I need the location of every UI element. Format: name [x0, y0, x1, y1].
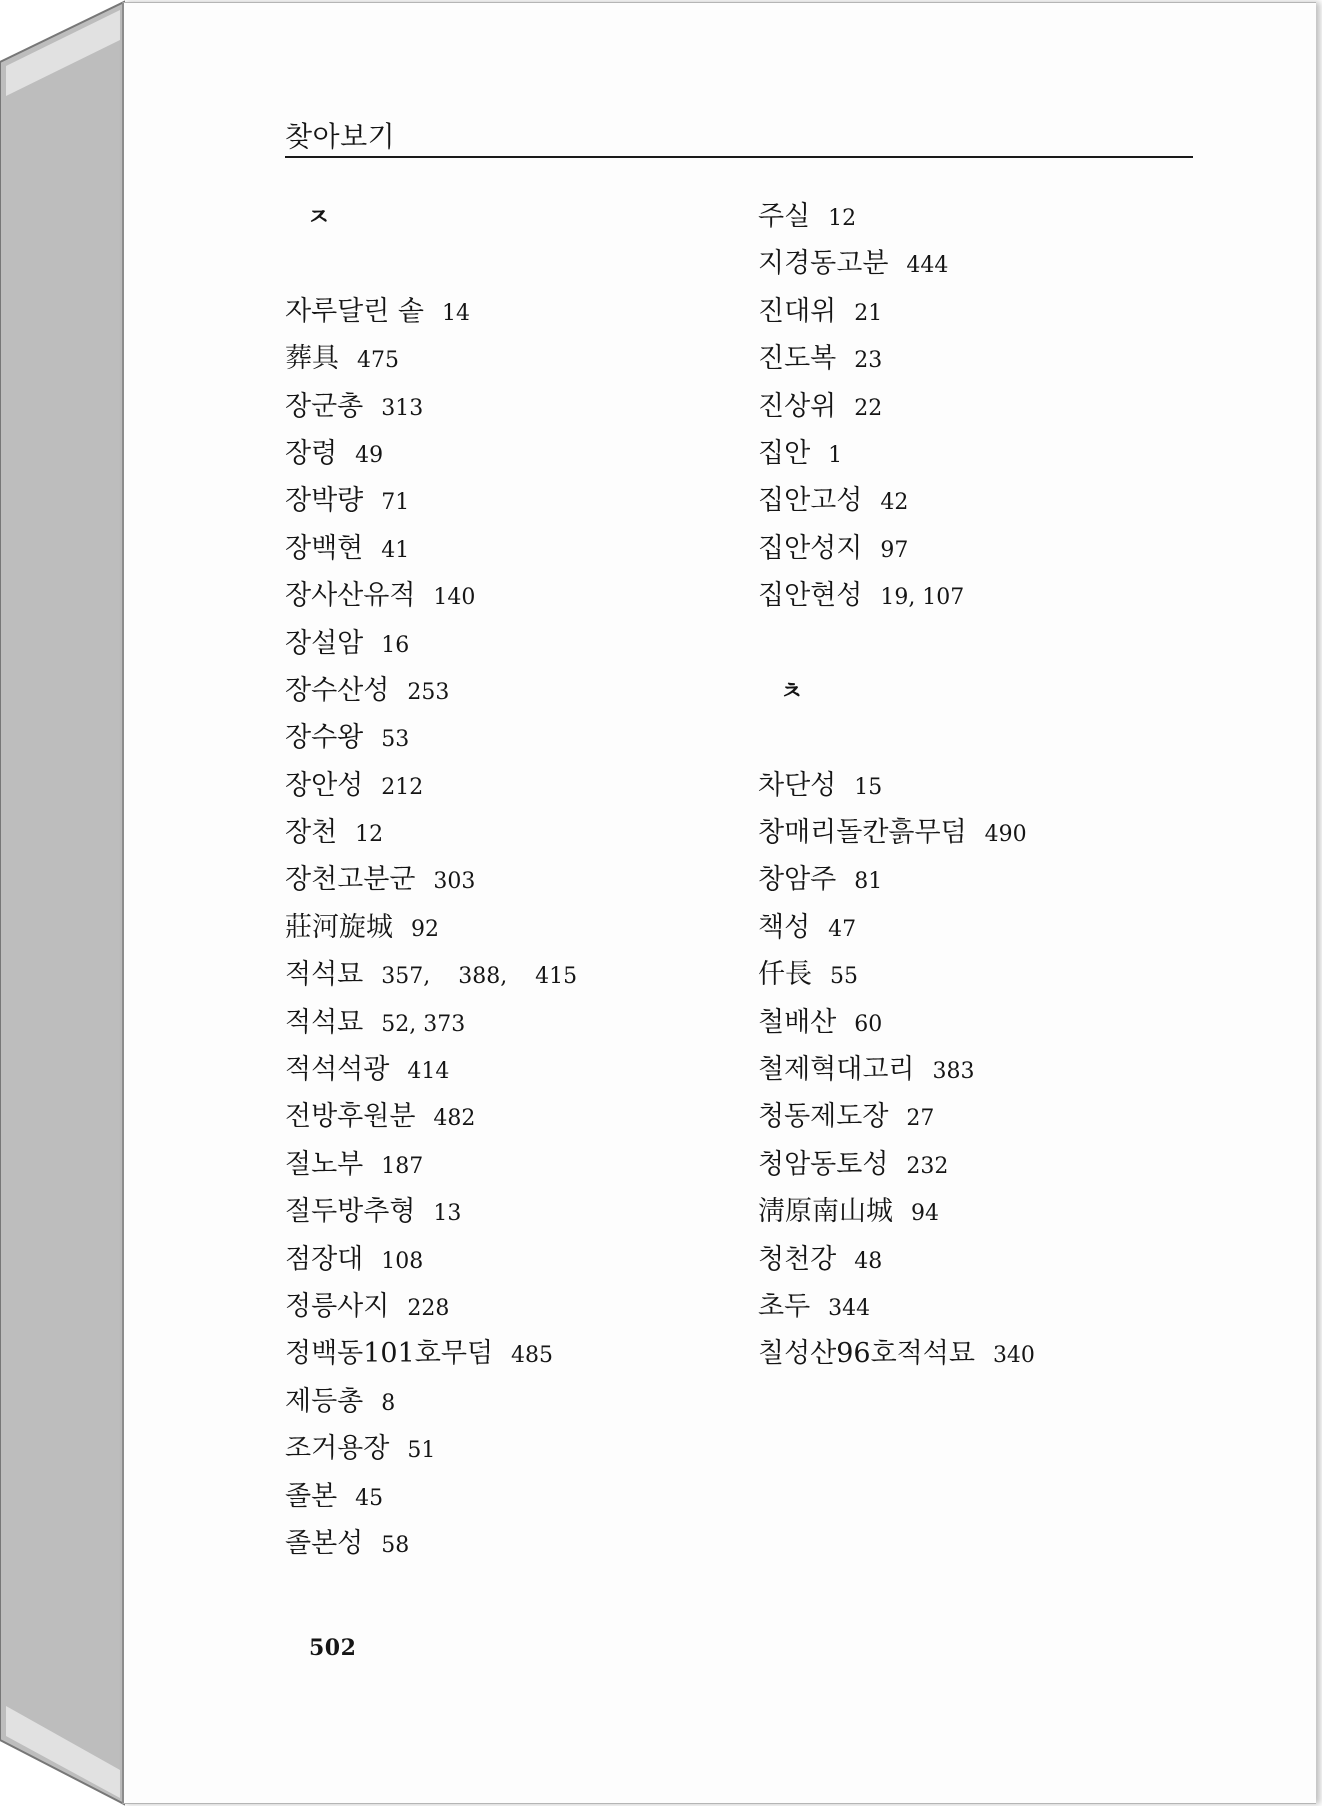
index-pages: 52, 373 [381, 1011, 466, 1037]
index-entry [285, 1425, 725, 1472]
index-entry [285, 383, 725, 430]
index-entry [285, 809, 725, 856]
index-pages: 8 [381, 1390, 396, 1416]
index-pages: 53 [381, 727, 410, 753]
index-pages: 55 [830, 964, 858, 990]
index-pages: 16 [381, 632, 410, 658]
index-term: 졸본성 [285, 1527, 364, 1559]
index-term: 莊河旋城 [285, 911, 393, 943]
index-term: 창암주 [758, 864, 837, 896]
index-entry [285, 951, 725, 998]
index-pages: 12 [828, 206, 857, 231]
index-entry [758, 477, 1198, 524]
index-pages: 14 [442, 300, 470, 326]
section-spacer [758, 714, 1198, 761]
index-pages: 41 [381, 537, 410, 563]
index-term: 장령 [285, 437, 338, 469]
index-term: 지경동고분 [758, 248, 889, 280]
index-column-left [285, 193, 725, 1567]
index-pages: 13 [433, 1201, 462, 1227]
index-entry [758, 1141, 1198, 1188]
index-term: 집안고성 [758, 485, 863, 517]
index-entry [285, 904, 725, 951]
index-entry [285, 856, 725, 903]
index-pages: 12 [355, 822, 384, 848]
index-entry [285, 1378, 725, 1425]
index-pages: 71 [381, 490, 410, 516]
index-pages: 58 [381, 1532, 410, 1558]
page-number: 502 [309, 1635, 357, 1661]
index-entry [285, 572, 725, 619]
index-term: 진상위 [758, 390, 837, 422]
index-entry [285, 714, 725, 761]
index-term: 전방후원분 [285, 1101, 416, 1133]
index-term: 진도복 [758, 343, 837, 375]
index-entry [285, 620, 725, 667]
index-term: 적석석광 [285, 1054, 390, 1086]
index-term: 장박량 [285, 485, 364, 517]
index-pages: 21 [854, 300, 883, 326]
index-entry [285, 762, 725, 809]
index-pages: 47 [828, 916, 857, 942]
index-term: 장사산유적 [285, 580, 416, 612]
index-entry [285, 1141, 725, 1188]
index-entry [285, 335, 725, 382]
index-term: 철제혁대고리 [758, 1054, 915, 1086]
index-entry [285, 525, 725, 572]
index-entry [758, 240, 1198, 287]
index-pages: 22 [854, 395, 883, 421]
index-entry [758, 1093, 1198, 1140]
index-term: 청천강 [758, 1243, 837, 1275]
index-term: 장설암 [285, 627, 364, 659]
index-pages: 15 [854, 774, 883, 800]
index-term: 淸原南山城 [758, 1196, 893, 1228]
section-spacer [285, 240, 725, 287]
index-term: 절두방추형 [285, 1196, 416, 1228]
index-term: 장군총 [285, 390, 364, 422]
index-entry [758, 1046, 1198, 1093]
index-term: 책성 [758, 911, 811, 943]
index-pages: 140 [433, 585, 476, 611]
index-term: 장백현 [285, 532, 364, 564]
index-term: 정릉사지 [285, 1290, 390, 1322]
index-entry [758, 430, 1198, 477]
index-pages: 357, 388, 415 [381, 964, 578, 990]
index-column-right [758, 193, 1198, 1378]
index-term: 적석묘 [285, 1006, 364, 1038]
index-pages: 383 [932, 1059, 975, 1085]
index-pages: 92 [411, 916, 439, 942]
index-entry [758, 288, 1198, 335]
index-pages: 475 [357, 348, 399, 374]
index-term: 칠성산96호적석묘 [758, 1338, 975, 1370]
index-pages: 313 [381, 395, 424, 421]
index-pages: 253 [407, 679, 450, 705]
index-pages: 340 [992, 1343, 1035, 1369]
index-entry [758, 1283, 1198, 1330]
index-pages: 303 [433, 869, 476, 895]
index-entry [758, 525, 1198, 572]
index-entry [285, 1093, 725, 1140]
index-term: 葬具 [285, 343, 339, 375]
index-entry [758, 335, 1198, 382]
index-pages: 490 [984, 822, 1027, 848]
index-entry [285, 477, 725, 524]
index-entry [758, 809, 1198, 856]
index-pages: 187 [381, 1153, 424, 1179]
index-term: 초두 [758, 1290, 811, 1322]
index-pages: 344 [828, 1295, 871, 1321]
index-entry [758, 1236, 1198, 1283]
index-pages: 97 [880, 537, 909, 563]
index-pages: 51 [407, 1438, 436, 1464]
index-entry [758, 193, 1198, 240]
index-term: 청동제도장 [758, 1101, 889, 1133]
index-term: 적석묘 [285, 959, 364, 991]
index-pages: 212 [381, 774, 424, 800]
index-pages: 45 [355, 1485, 384, 1511]
book-spine-edge [0, 0, 126, 1806]
index-term: 주실 [758, 201, 811, 232]
index-pages: 482 [433, 1106, 476, 1132]
index-page [122, 2, 1316, 1804]
index-term: 졸본 [285, 1480, 338, 1512]
index-entry [285, 667, 725, 714]
index-pages: 81 [854, 869, 883, 895]
index-entry [758, 1330, 1198, 1377]
index-term: 청암동토성 [758, 1148, 889, 1180]
index-term: 철배산 [758, 1006, 837, 1038]
index-pages: 485 [511, 1343, 554, 1369]
index-pages: 228 [407, 1295, 450, 1321]
index-entry [285, 1473, 725, 1520]
index-entry [285, 1236, 725, 1283]
index-term: 장천고분군 [285, 864, 416, 896]
index-term: 仟長 [758, 959, 812, 991]
index-term: 자루달린 솥 [285, 295, 424, 327]
section-heading-chieut: ㅊ [780, 675, 804, 705]
index-entry [758, 951, 1198, 998]
index-pages: 27 [906, 1106, 935, 1132]
index-entry [285, 1520, 725, 1567]
index-term: 절노부 [285, 1148, 364, 1180]
section-spacer [758, 620, 1198, 667]
index-term: 장천 [285, 817, 338, 849]
index-term: 창매리돌칸흙무덤 [758, 817, 967, 849]
index-pages: 42 [880, 490, 909, 516]
index-entry [285, 1330, 725, 1377]
index-term: 집안 [758, 437, 811, 469]
index-pages: 49 [355, 442, 384, 468]
index-term: 진대위 [758, 295, 837, 327]
index-term: 제등총 [285, 1385, 364, 1417]
index-term: 조거용장 [285, 1433, 390, 1465]
index-pages: 94 [911, 1201, 939, 1227]
section-heading-jieut: ㅈ [307, 202, 331, 231]
index-entry [758, 904, 1198, 951]
index-pages: 23 [854, 348, 883, 374]
page-title: 찾아보기 [285, 120, 396, 153]
index-entry [758, 856, 1198, 903]
index-entry [758, 1188, 1198, 1235]
index-entry [285, 1283, 725, 1330]
index-entry [285, 1188, 725, 1235]
index-term: 집안성지 [758, 532, 863, 564]
index-entry [285, 1046, 725, 1093]
index-term: 장안성 [285, 769, 364, 801]
index-term: 정백동101호무덤 [285, 1338, 494, 1370]
index-pages: 444 [906, 253, 949, 279]
index-entry [758, 999, 1198, 1046]
index-pages: 48 [854, 1248, 883, 1274]
index-term: 장수왕 [285, 722, 364, 754]
index-pages: 232 [906, 1153, 949, 1179]
index-entry [285, 430, 725, 477]
index-term: 장수산성 [285, 674, 390, 706]
index-pages: 60 [854, 1011, 883, 1037]
header-divider [285, 156, 1193, 158]
index-term: 점장대 [285, 1243, 364, 1275]
index-pages: 1 [828, 442, 843, 468]
index-pages: 108 [381, 1248, 424, 1274]
index-entry [285, 999, 725, 1046]
index-term: 차단성 [758, 769, 837, 801]
index-term: 집안현성 [758, 580, 863, 612]
index-entry [758, 383, 1198, 430]
index-entry [285, 288, 725, 335]
index-pages: 19, 107 [880, 585, 965, 611]
index-pages: 414 [407, 1059, 450, 1085]
index-entry [758, 572, 1198, 619]
index-entry [758, 762, 1198, 809]
